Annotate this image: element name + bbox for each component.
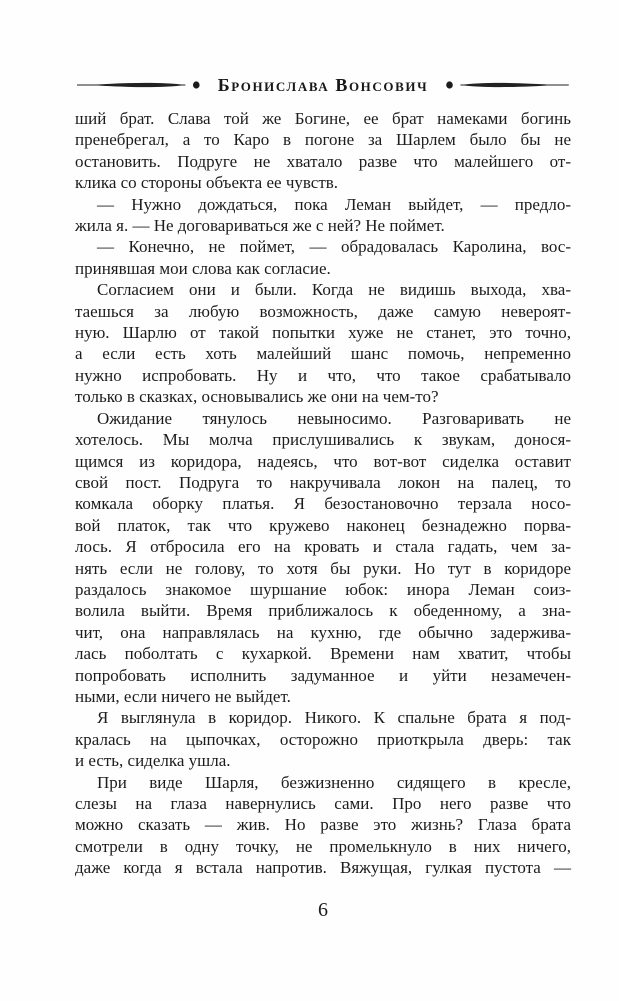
text-line: ными, если ничего не выйдет.	[75, 686, 291, 706]
text-line: Я выглянула в коридор. Никого. К спальне брата я под-	[97, 708, 571, 728]
paragraph	[75, 279, 571, 407]
paragraph	[75, 772, 571, 879]
paragraph	[75, 236, 571, 279]
text-line: хотелось. Мы молча прислушивались к звукам, донося-	[75, 430, 571, 450]
text-line: Согласием они и были. Когда не видишь выхода, хва-	[97, 280, 571, 300]
text-line: пренебрегал, а то Каро в погоне за Шарлем было бы не	[75, 130, 571, 150]
text-line: остановить. Подруге не хватало разве что малейшего от-	[75, 151, 571, 171]
text-line: клика со стороны объекта ее чувств.	[75, 173, 339, 193]
running-header-author: Бронислава Вонсович	[217, 74, 429, 95]
text-line: щимся из коридора, надеясь, что вот-вот сиделка оставит	[75, 451, 571, 471]
text-line: только в сказках, основывались же они на чем-то?	[75, 387, 439, 407]
text-line: волила выйти. Время приближалось к обеденному, а зна-	[75, 601, 571, 621]
text-line: и есть, сиделка ушла.	[75, 751, 231, 771]
text-line: лось. Я отбросила его на кровать и стала гадать, чем за-	[75, 537, 571, 557]
text-line: ший брат. Слава той же Богине, ее брат намеками богинь	[75, 109, 571, 128]
text-line: жила я. — Не договариваться же с ней? Не поймет.	[75, 216, 445, 236]
header-ornament-right-icon	[444, 78, 569, 92]
text-line: лась поболтать с кухаркой. Времени нам хватит, чтобы	[75, 644, 571, 664]
text-line: даже когда я встала напротив. Вяжущая, гулкая пустота —	[75, 858, 571, 878]
text-line: смотрели в одну точку, не промелькнуло в них ничего,	[75, 836, 571, 856]
text-line: можно сказать — жив. Но разве это жизнь? Глаза брата	[75, 815, 571, 835]
paragraph	[75, 194, 571, 237]
text-line: вой платок, так что кружево наконец безнадежно порва-	[75, 515, 571, 535]
text-line: слезы на глаза навернулись сами. Про него разве что	[75, 794, 571, 813]
paragraph	[75, 707, 571, 771]
page-body	[75, 108, 571, 879]
text-line: чит, она направлялась на кухню, где обычно задержива-	[75, 622, 571, 642]
page-number: 6	[318, 899, 328, 921]
text-line: свой пост. Подруга то накручивала локон на палец, то	[75, 472, 571, 492]
text-line: Ожидание тянулось невыносимо. Разговаривать не	[97, 408, 571, 428]
text-line: При виде Шарля, безжизненно сидящего в кресле,	[97, 772, 571, 792]
paragraph	[75, 108, 571, 194]
text-line: попробовать исполнить задуманное и уйти незамечен-	[75, 665, 571, 685]
text-line: — Нужно дождаться, пока Леман выйдет, — предло-	[97, 194, 571, 214]
text-line: принявшая мои слова как согласие.	[75, 258, 331, 278]
paragraph	[75, 408, 571, 708]
header-ornament-left-icon	[77, 78, 202, 92]
text-line: ную. Шарлю от такой попытки хуже не станет, это точно,	[75, 323, 571, 343]
text-line: нять если не голову, то хотя бы руки. Но тут в коридоре	[75, 558, 571, 578]
text-line: раздалось знакомое шуршание юбок: инора Леман соиз-	[75, 579, 571, 599]
text-line: кралась на цыпочках, осторожно приоткрыла дверь: так	[75, 729, 571, 749]
text-line: комкала оборку платья. Я безостановочно терзала носо-	[75, 494, 571, 514]
text-line: таешься за любую возможность, даже самую невероят-	[75, 301, 571, 321]
text-line: а если есть хоть малейший шанс помочь, непременно	[75, 344, 571, 364]
running-header	[75, 74, 571, 96]
text-line: — Конечно, не поймет, — обрадовалась Каролина, вос-	[97, 237, 571, 257]
text-line: нужно испробовать. Ну и что, что такое срабатывало	[75, 365, 571, 385]
